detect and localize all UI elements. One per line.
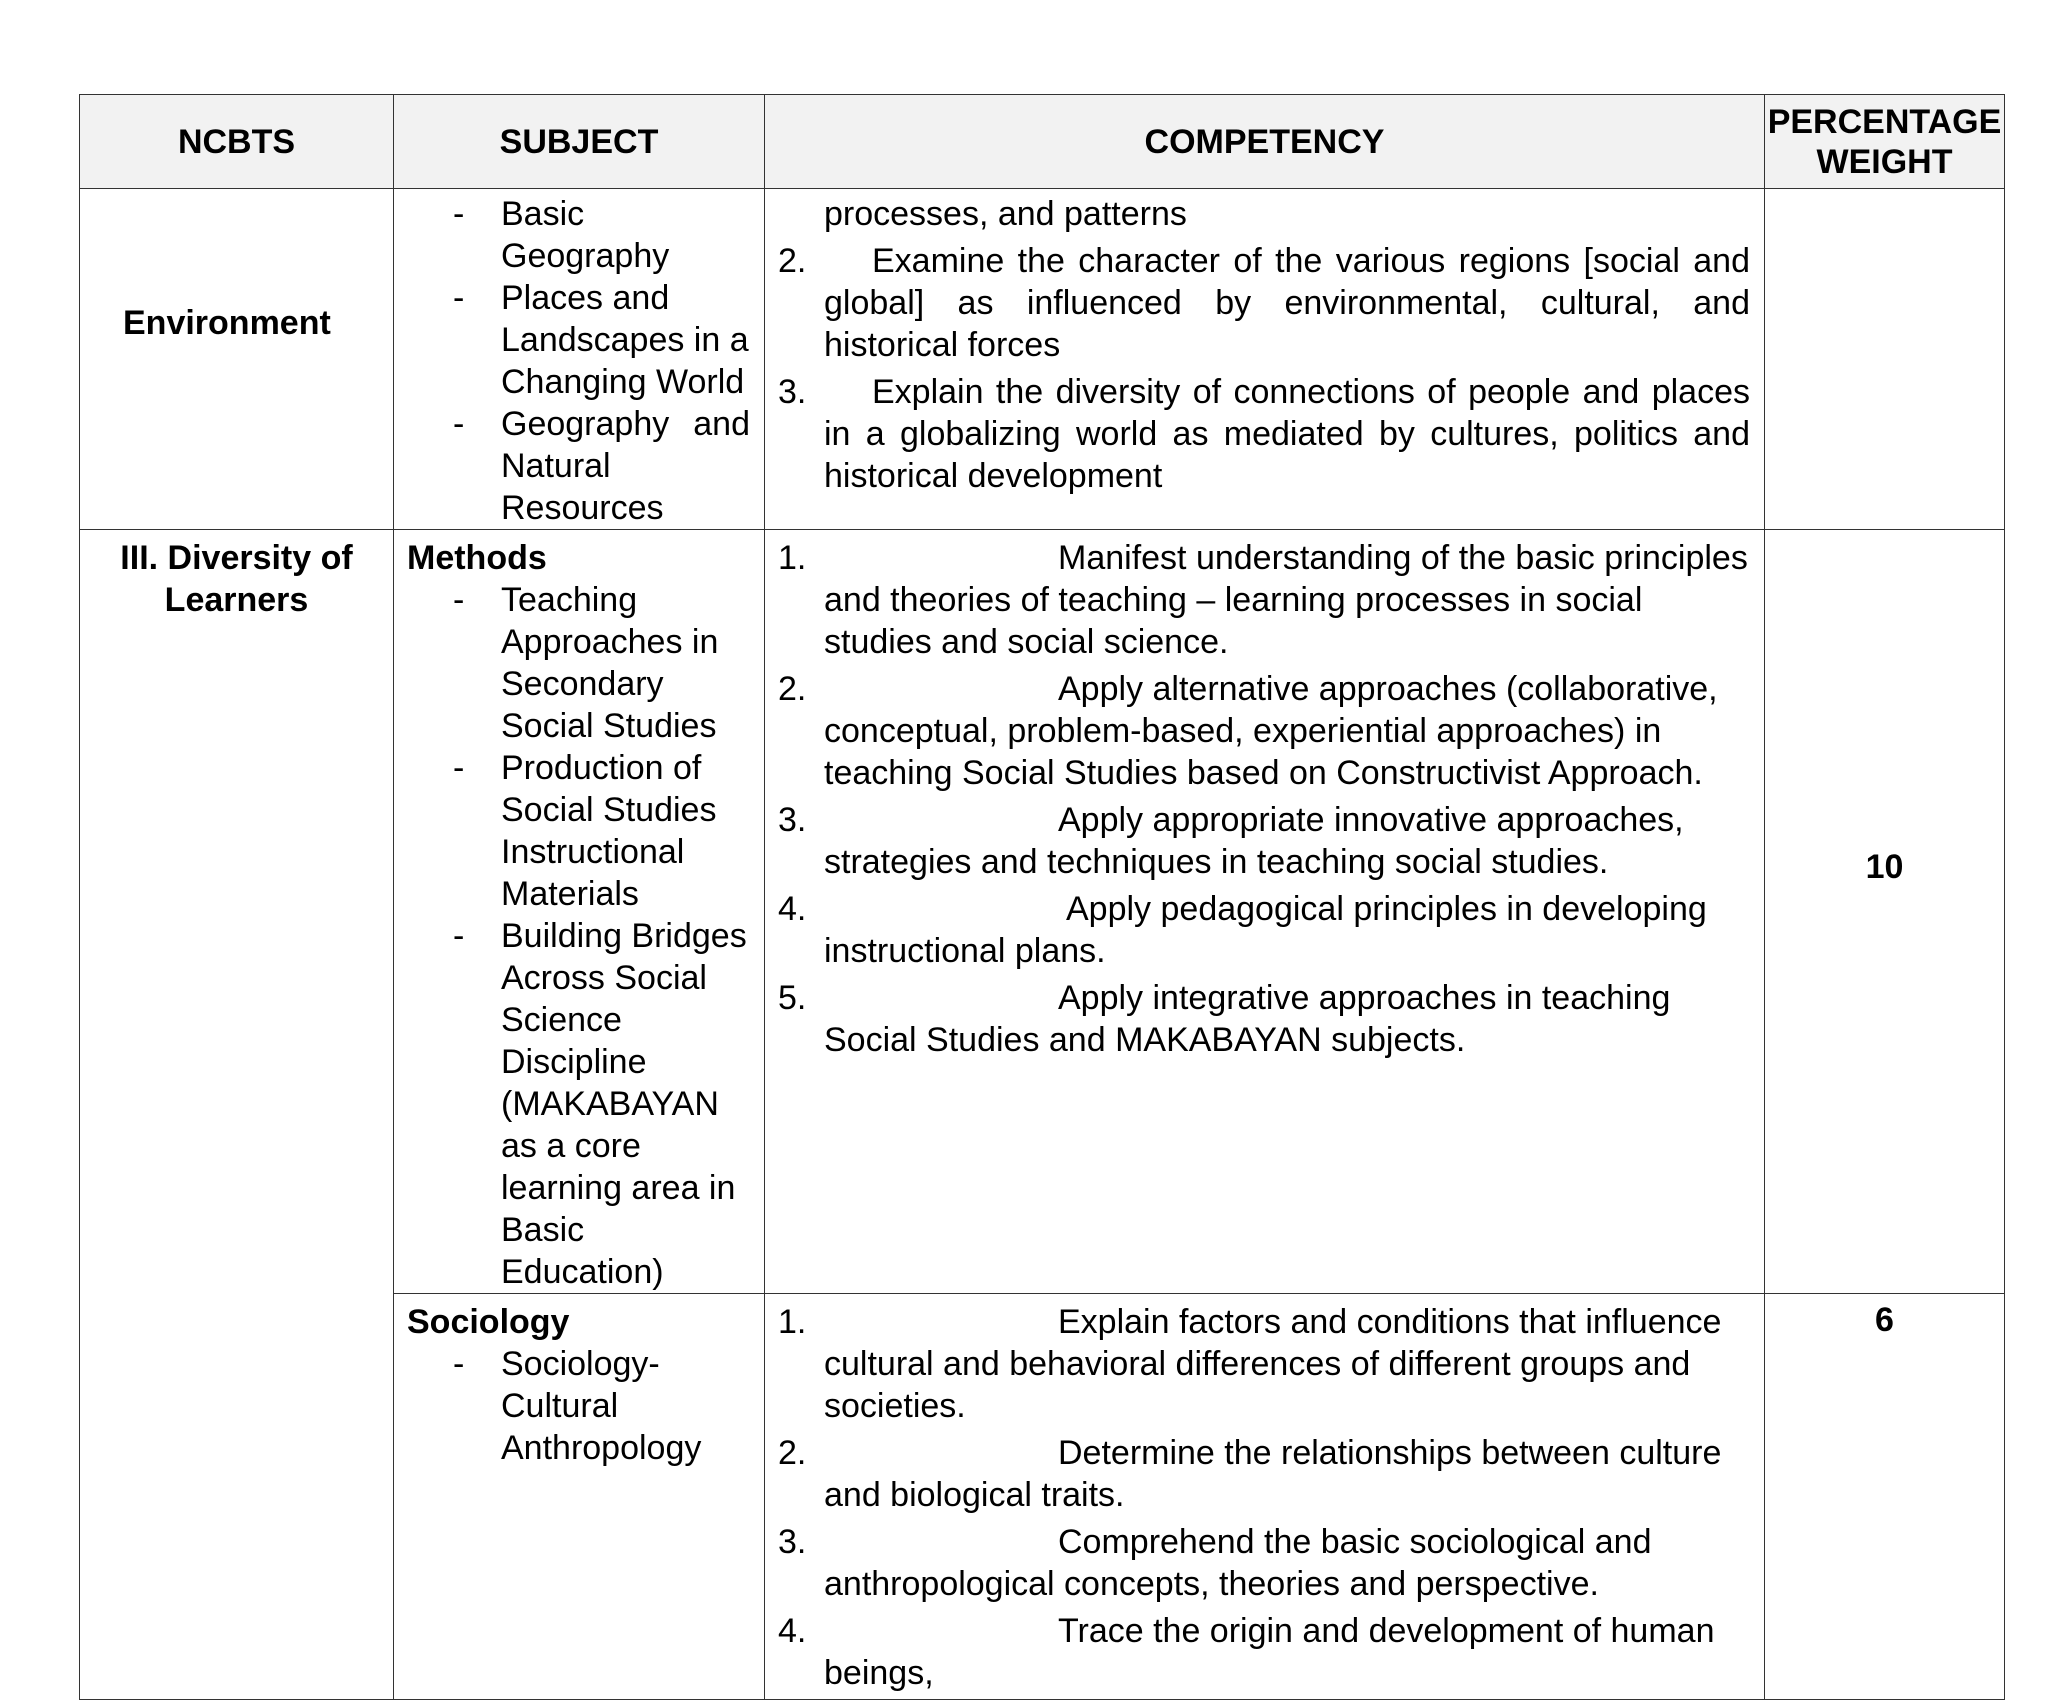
competency-number: 3. bbox=[778, 801, 807, 839]
competency-text: Apply appropriate innovative approaches, strategies and techniques in teaching social studies. bbox=[824, 801, 1684, 881]
competency-cell-methods bbox=[765, 530, 1765, 1294]
subject-item-geography-resources: Geography and Natural Resources bbox=[501, 405, 750, 527]
competency-number: 2. bbox=[778, 670, 807, 708]
subject-item-places-landscapes: Places and Landscapes in a Changing World bbox=[501, 279, 749, 401]
table-row-methods bbox=[80, 530, 2005, 1294]
list-item bbox=[765, 1301, 1764, 1427]
competency-text: Apply alternative approaches (collaborative, conceptual, problem-based, experiential approaches) in teaching Social Studies based on Constructivist Approach. bbox=[824, 670, 1718, 792]
subject-item-basic-geography: Basic Geography bbox=[501, 195, 670, 275]
ncbts-environment: Environment bbox=[123, 304, 331, 342]
competency-number: 4. bbox=[778, 1612, 807, 1650]
list-item bbox=[765, 537, 1764, 663]
list-item: - Geography and Natural Resources bbox=[453, 405, 750, 527]
competency-table bbox=[79, 94, 2005, 1700]
table-row-environment bbox=[80, 189, 2005, 530]
competency-number: 1. bbox=[778, 1303, 807, 1341]
competency-number: 3. bbox=[778, 1523, 807, 1561]
competency-number: 4. bbox=[778, 890, 807, 928]
competency-text: Comprehend the basic sociological and anthropological concepts, theories and perspective. bbox=[824, 1523, 1652, 1603]
ncbts-diversity-line2: Learners bbox=[164, 581, 309, 619]
competency-text: Determine the relationships between culture and biological traits. bbox=[824, 1434, 1722, 1514]
competency-text: Apply pedagogical principles in developing instructional plans. bbox=[824, 890, 1707, 970]
competency-number: 2. bbox=[778, 1434, 807, 1472]
list-item: - Basic Geography bbox=[453, 195, 670, 275]
list-item bbox=[765, 371, 1764, 497]
header-competency: COMPETENCY bbox=[765, 95, 1765, 189]
list-item: - Sociology-Cultural Anthropology bbox=[453, 1345, 702, 1467]
weight-cell-environment bbox=[1765, 189, 2005, 530]
subject-list bbox=[394, 193, 764, 529]
subject-list bbox=[394, 579, 764, 1293]
competency-list bbox=[765, 240, 1764, 497]
list-item: - Places and Landscapes in a Changing World bbox=[453, 279, 749, 401]
list-item bbox=[765, 888, 1764, 972]
subject-heading-sociology: Sociology bbox=[407, 1303, 570, 1341]
competency-number: 1. bbox=[778, 539, 807, 577]
weight-cell-methods: 10 bbox=[1765, 530, 2005, 1294]
competency-text: Trace the origin and development of human beings, bbox=[824, 1612, 1715, 1692]
list-item: - Building Bridges Across Social Science Discipline (MAKABAYAN as a core learning area in Basic Education) bbox=[453, 917, 747, 1291]
subject-heading-methods: Methods bbox=[407, 539, 547, 577]
competency-text: Explain factors and conditions that influence cultural and behavioral differences of different groups and societies. bbox=[824, 1303, 1722, 1425]
competency-list bbox=[765, 537, 1764, 1061]
header-weight-line1: PERCENTAGE bbox=[1767, 102, 2002, 141]
subject-cell-environment bbox=[394, 189, 765, 530]
competency-continuation: processes, and patterns bbox=[824, 195, 1187, 233]
list-item bbox=[765, 1432, 1764, 1516]
header-ncbts: NCBTS bbox=[80, 95, 394, 189]
list-item: - Teaching Approaches in Secondary Social Studies bbox=[453, 581, 719, 745]
list-item: - Production of Social Studies Instructional Materials bbox=[453, 749, 717, 913]
ncbts-cell-environment bbox=[80, 189, 394, 530]
subject-item-sociology-cultural: Sociology-Cultural Anthropology bbox=[501, 1345, 702, 1467]
competency-text: Manifest understanding of the basic principles and theories of teaching – learning processes in social studies and social science. bbox=[824, 539, 1748, 661]
subject-cell-sociology bbox=[394, 1294, 765, 1700]
header-row bbox=[80, 95, 2005, 189]
list-item bbox=[765, 668, 1764, 794]
list-item bbox=[765, 1610, 1764, 1694]
competency-number: 5. bbox=[778, 979, 807, 1017]
header-percentage-weight bbox=[1765, 95, 2005, 189]
competency-number: 3. bbox=[778, 373, 807, 411]
subject-item-building-bridges: Building Bridges Across Social Science Discipline (MAKABAYAN as a core learning area in Basic Education) bbox=[501, 917, 747, 1291]
competency-cell-environment bbox=[765, 189, 1765, 530]
subject-cell-methods bbox=[394, 530, 765, 1294]
ncbts-diversity-line1: III. Diversity of bbox=[120, 539, 353, 577]
weight-cell-sociology: 6 bbox=[1765, 1294, 2005, 1700]
competency-text: Explain the diversity of connections of people and places in a globalizing world as mediated by cultures, politics and historical development bbox=[824, 373, 1750, 495]
ncbts-cell-diversity bbox=[80, 530, 394, 1700]
competency-text: Apply integrative approaches in teaching Social Studies and MAKABAYAN subjects. bbox=[824, 979, 1671, 1059]
competency-number: 2. bbox=[778, 242, 807, 280]
list-item bbox=[765, 799, 1764, 883]
competency-text: Examine the character of the various regions [social and global] as influenced by environmental, cultural, and historical forces bbox=[824, 242, 1750, 364]
header-weight-line2: WEIGHT bbox=[1816, 142, 1953, 181]
subject-list bbox=[394, 1343, 764, 1469]
subject-item-production-materials: Production of Social Studies Instructional Materials bbox=[501, 749, 717, 913]
list-item bbox=[765, 1521, 1764, 1605]
list-item bbox=[765, 240, 1764, 366]
list-item bbox=[765, 977, 1764, 1061]
competency-cell-sociology bbox=[765, 1294, 1765, 1700]
subject-item-teaching-approaches: Teaching Approaches in Secondary Social Studies bbox=[501, 581, 719, 745]
competency-list bbox=[765, 1301, 1764, 1694]
header-subject: SUBJECT bbox=[394, 95, 765, 189]
